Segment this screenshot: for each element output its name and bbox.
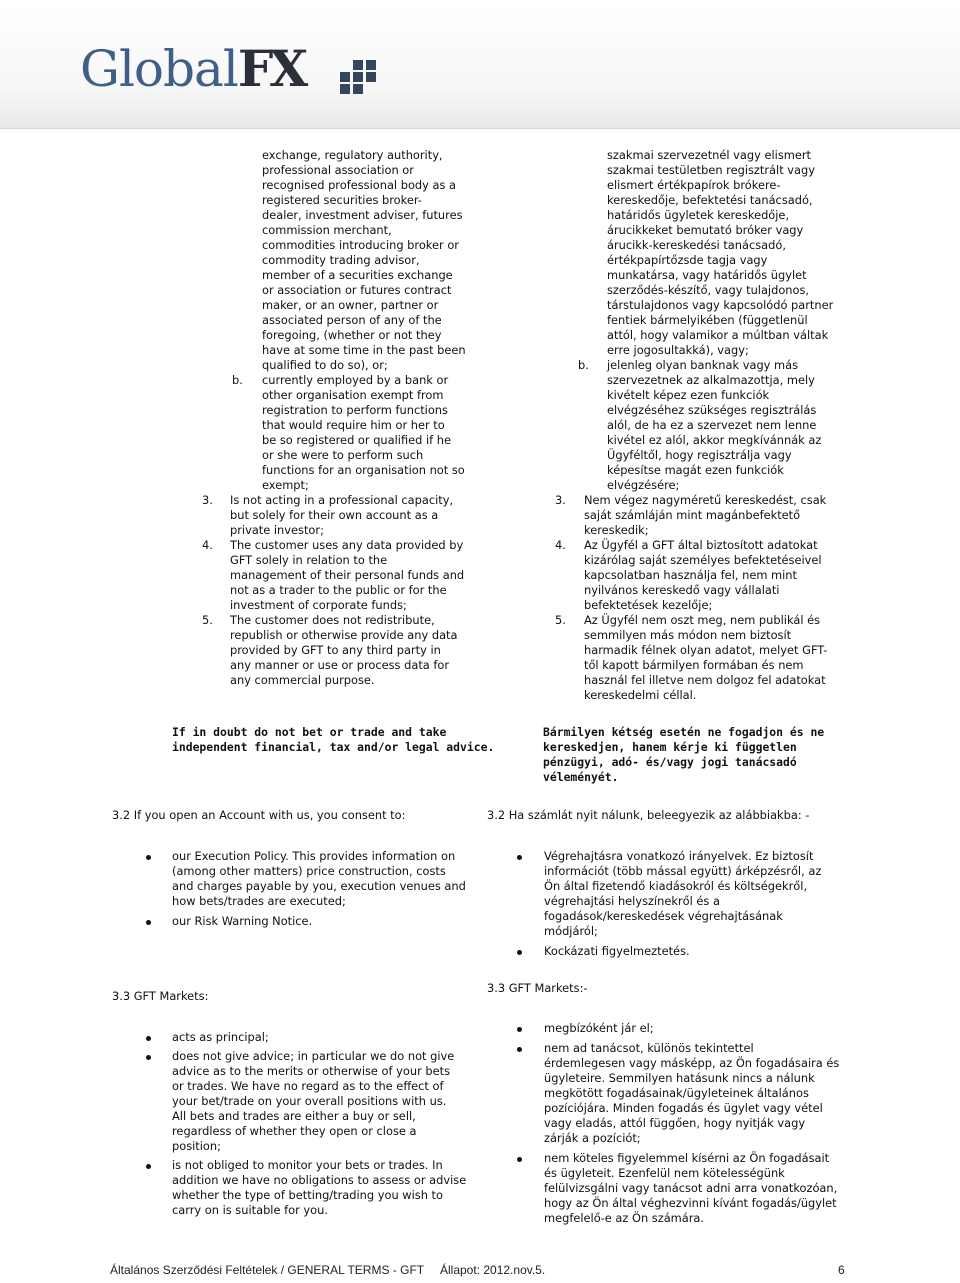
warning-en bbox=[172, 725, 512, 755]
bullet-icon bbox=[517, 950, 522, 955]
text-line: professional association or bbox=[262, 163, 414, 177]
text-line: does not give advice; in particular we do not give bbox=[172, 1049, 455, 1063]
text-line: alól, de ha ez a szervezet nem lenne bbox=[607, 418, 817, 432]
text-line: kereskedik; bbox=[584, 523, 649, 537]
text-line: árucikk-kereskedési tanácsadó, bbox=[607, 238, 786, 252]
list-number-3: 3. bbox=[555, 493, 566, 507]
text-line: independent financial, tax and/or legal advice. bbox=[172, 740, 495, 754]
text-line: or association or futures contract bbox=[262, 283, 452, 297]
bullet-icon bbox=[146, 1036, 151, 1041]
bullet-icon bbox=[517, 1027, 522, 1032]
text-line: not as a trader to the public or for the bbox=[230, 583, 447, 597]
en-bullet-no-advice bbox=[172, 1049, 482, 1154]
text-line: értékpapírtőzsde tagja vagy bbox=[607, 253, 768, 267]
hu-bullet-no-advice bbox=[544, 1041, 854, 1146]
text-line: módjáról; bbox=[544, 924, 598, 938]
text-line: nem köteles figyelemmel kísérni az Ön fogadásait bbox=[544, 1151, 830, 1165]
page-footer bbox=[110, 1263, 850, 1279]
text-line: be so registered or qualified if he bbox=[262, 433, 452, 447]
text-line: regardless of whether they open or close a bbox=[172, 1124, 417, 1138]
text-line: Az Ügyfél a GFT által biztosított adatokat bbox=[584, 538, 818, 552]
text-line: that would require him or her to bbox=[262, 418, 445, 432]
text-line: jelenleg olyan banknak vagy más bbox=[607, 358, 799, 372]
right-item-4 bbox=[584, 538, 884, 613]
section-heading-hu: 3.3 GFT Markets:- bbox=[487, 981, 588, 995]
text-line: végrehajtási helyszínekről és a bbox=[544, 894, 720, 908]
text-line: qualified to do so), or; bbox=[262, 358, 388, 372]
globalfx-logo bbox=[80, 40, 304, 100]
text-line: All bets and trades are either a buy or sell, bbox=[172, 1109, 416, 1123]
text-line: advice as to the merits or otherwise of your bets bbox=[172, 1064, 451, 1078]
text-line: have at some time in the past been bbox=[262, 343, 466, 357]
text-line: elvégzésére; bbox=[607, 478, 680, 492]
bullet-icon bbox=[517, 1157, 522, 1162]
footer-document-title: Általános Szerződési Feltételek / GENERAL TERMS - GFT bbox=[110, 1263, 425, 1277]
text-line: fentiek bármelyikében (függetlenül bbox=[607, 313, 808, 327]
text-line: functions for an organisation not so bbox=[262, 463, 465, 477]
text-line: megkötött fogadásainak/ügyleteinek általános bbox=[544, 1086, 809, 1100]
text-line: The customer does not redistribute, bbox=[230, 613, 435, 627]
bullet-icon bbox=[517, 855, 522, 860]
text-line: investment of corporate funds; bbox=[230, 598, 407, 612]
text-line: és ügyleteit. Ezenfelül nem kötelességünk bbox=[544, 1166, 785, 1180]
text-line: foregoing, (whether or not they bbox=[262, 328, 442, 342]
en-bullet-principal bbox=[172, 1030, 472, 1045]
text-line: commodity trading advisor, bbox=[262, 253, 420, 267]
text-line: Nem végez nagyméretű kereskedést, csak bbox=[584, 493, 827, 507]
text-line: recognised professional body as a bbox=[262, 178, 457, 192]
hu-bullet-principal bbox=[544, 1021, 844, 1036]
page-number: 6 bbox=[838, 1263, 845, 1277]
text-line: elismert értékpapírok brókere- bbox=[607, 178, 781, 192]
text-line: képesítse magát ezen funkciók bbox=[607, 463, 784, 477]
text-line: kivételt képez ezen funkciók bbox=[607, 388, 770, 402]
text-line: használ fel illetve nem dolgoz fel adatokat bbox=[584, 673, 826, 687]
text-line: Is not acting in a professional capacity, bbox=[230, 493, 454, 507]
text-line: szervezetnek az alkalmazottja, mely bbox=[607, 373, 815, 387]
right-item-5 bbox=[584, 613, 884, 703]
text-line: If in doubt do not bet or trade and take bbox=[172, 725, 447, 739]
text-line: acts as principal; bbox=[172, 1030, 269, 1044]
section-heading-hu: 3.2 Ha számlát nyit nálunk, beleegyezik az alábbiakba: - bbox=[487, 808, 810, 822]
section-heading-en: 3.2 If you open an Account with us, you consent to: bbox=[112, 808, 406, 822]
text-line: and charges payable by you, execution venues and bbox=[172, 879, 466, 893]
footer-status-date: Állapot: 2012.nov.5. bbox=[440, 1263, 546, 1277]
logo-squares-icon bbox=[340, 60, 380, 94]
bullet-icon bbox=[146, 920, 151, 925]
list-number-4: 4. bbox=[202, 538, 213, 552]
text-line: any manner or use or process data for bbox=[230, 658, 450, 672]
text-line: associated person of any of the bbox=[262, 313, 442, 327]
text-line: szakmai szervezetnél vagy elismert bbox=[607, 148, 812, 162]
list-marker-b: b. bbox=[232, 373, 243, 387]
text-line: is not obliged to monitor your bets or trades. In bbox=[172, 1158, 443, 1172]
text-line: registration to perform functions bbox=[262, 403, 448, 417]
text-line: nem ad tanácsot, különös tekintettel bbox=[544, 1041, 754, 1055]
text-line: fogadások/kereskedések végrehajtásának bbox=[544, 909, 783, 923]
hu-bullet-no-monitoring bbox=[544, 1151, 854, 1226]
text-line: harmadik félnek olyan adatot, melyet GFT- bbox=[584, 643, 828, 657]
text-line: republish or otherwise provide any data bbox=[230, 628, 458, 642]
text-line: kereskedelmi céllal. bbox=[584, 688, 697, 702]
text-line: but solely for their own account as a bbox=[230, 508, 439, 522]
text-line: zárják a pozíciót; bbox=[544, 1131, 641, 1145]
text-line: nyilvános kereskedő vagy vállalati bbox=[584, 583, 780, 597]
left-item-3 bbox=[230, 493, 520, 538]
text-line: position; bbox=[172, 1139, 221, 1153]
text-line: Ügyféltől, hogy regisztrálja vagy bbox=[607, 448, 792, 462]
text-line: your bet/trade on your overall positions with us. bbox=[172, 1094, 447, 1108]
en-bullet-no-monitoring bbox=[172, 1158, 482, 1218]
list-number-5: 5. bbox=[202, 613, 213, 627]
header-band bbox=[0, 0, 960, 129]
text-line: semmilyen más módon nem biztosít bbox=[584, 628, 792, 642]
text-line: commission merchant, bbox=[262, 223, 392, 237]
right-continuation-paragraph bbox=[607, 148, 877, 358]
left-item-4 bbox=[230, 538, 520, 613]
text-line: vagy eladás, attól függően, hogy nyitják vagy bbox=[544, 1116, 806, 1130]
en-bullet-execution-policy bbox=[172, 849, 482, 909]
text-line: member of a securities exchange bbox=[262, 268, 453, 282]
text-line: árucikkeket bemutató bróker vagy bbox=[607, 223, 804, 237]
text-line: határidős ügyletek kereskedője, bbox=[607, 208, 790, 222]
text-line: or she were to perform such bbox=[262, 448, 424, 462]
text-line: Kockázati figyelmeztetés. bbox=[544, 944, 690, 958]
text-line: től kapott bármilyen formában és nem bbox=[584, 658, 804, 672]
text-line: management of their personal funds and bbox=[230, 568, 465, 582]
bullet-icon bbox=[146, 855, 151, 860]
left-item-5 bbox=[230, 613, 520, 688]
text-line: any commercial purpose. bbox=[230, 673, 375, 687]
list-number-5: 5. bbox=[555, 613, 566, 627]
text-line: Az Ügyfél nem oszt meg, nem publikál és bbox=[584, 613, 821, 627]
text-line: Bármilyen kétség esetén ne fogadjon és ne bbox=[543, 725, 825, 739]
text-line: GFT solely in relation to the bbox=[230, 553, 388, 567]
text-line: munkatársa, vagy határidős ügylet bbox=[607, 268, 807, 282]
text-line: attól, hogy valamikor a múltban váltak bbox=[607, 328, 829, 342]
text-line: dealer, investment adviser, futures bbox=[262, 208, 463, 222]
section-heading-en: 3.3 GFT Markets: bbox=[112, 989, 209, 1003]
warning-hu bbox=[543, 725, 873, 785]
text-line: társtulajdonos vagy kapcsolódó partner bbox=[607, 298, 834, 312]
text-line: véleményét. bbox=[543, 770, 619, 784]
text-line: commodities introducing broker or bbox=[262, 238, 459, 252]
text-line: kapcsolatban használja fel, nem mint bbox=[584, 568, 797, 582]
text-line: Ön által fizetendő kiadásokról és költségekről, bbox=[544, 879, 808, 893]
en-bullet-risk-warning bbox=[172, 914, 482, 929]
text-line: saját számláján mint magánbefektető bbox=[584, 508, 801, 522]
right-item-3 bbox=[584, 493, 884, 538]
text-line: registered securities broker- bbox=[262, 193, 422, 207]
hu-bullet-execution-policy bbox=[544, 849, 844, 939]
text-line: other organisation exempt from bbox=[262, 388, 444, 402]
text-line: szakmai testületben regisztrált vagy bbox=[607, 163, 815, 177]
text-line: pozíciójára. Minden fogadás és ügylet vagy vétel bbox=[544, 1101, 823, 1115]
text-line: befektetések kezelője; bbox=[584, 598, 713, 612]
text-line: our Execution Policy. This provides information on bbox=[172, 849, 456, 863]
list-number-4: 4. bbox=[555, 538, 566, 552]
bullet-icon bbox=[146, 1164, 151, 1169]
text-line: megbízóként jár el; bbox=[544, 1021, 654, 1035]
text-line: pénzügyi, adó- és/vagy jogi tanácsadó bbox=[543, 755, 797, 769]
text-line: szerződés-készítő, vagy tulajdonos, bbox=[607, 283, 810, 297]
bullet-icon bbox=[146, 1055, 151, 1060]
text-line: (among other matters) price construction, costs bbox=[172, 864, 446, 878]
text-line: kereskedjen, hanem kérje ki független bbox=[543, 740, 797, 754]
text-line: maker, or an owner, partner or bbox=[262, 298, 439, 312]
list-number-3: 3. bbox=[202, 493, 213, 507]
text-line: felülvizsgálni vagy tanácsot adni arra vonatkozóan, bbox=[544, 1181, 838, 1195]
text-line: információt (több mással együtt) árképzésről, az bbox=[544, 864, 822, 878]
text-line: currently employed by a bank or bbox=[262, 373, 449, 387]
text-line: exchange, regulatory authority, bbox=[262, 148, 443, 162]
text-line: érdemlegesen vagy másképp, az Ön fogadásaira és bbox=[544, 1056, 840, 1070]
text-line: kereskedője, befektetési tanácsadó, bbox=[607, 193, 813, 207]
left-item-b bbox=[262, 373, 512, 493]
text-line: how bets/trades are executed; bbox=[172, 894, 346, 908]
left-continuation-paragraph bbox=[262, 148, 512, 373]
text-line: our Risk Warning Notice. bbox=[172, 914, 313, 928]
text-line: kivétel ez alól, akkor megkívánnák az bbox=[607, 433, 822, 447]
text-line: provided by GFT to any third party in bbox=[230, 643, 441, 657]
text-line: ügyleteire. Semmilyen hatásunk nincs a nálunk bbox=[544, 1071, 815, 1085]
text-line: megfelelő-e az Ön számára. bbox=[544, 1211, 705, 1225]
text-line: hogy az Ön által véghezvinni kívánt fogadás/ügylet bbox=[544, 1196, 837, 1210]
right-item-b bbox=[607, 358, 877, 493]
text-line: whether the type of betting/trading you wish to bbox=[172, 1188, 443, 1202]
text-line: private investor; bbox=[230, 523, 324, 537]
text-line: erre jogosultakká), vagy; bbox=[607, 343, 749, 357]
text-line: or trades. We have no regard as to the effect of bbox=[172, 1079, 444, 1093]
text-line: kizárólag saját személyes befektetéseivel bbox=[584, 553, 822, 567]
logo-fx-text: FX bbox=[237, 39, 305, 98]
text-line: exempt; bbox=[262, 478, 309, 492]
text-line: The customer uses any data provided by bbox=[230, 538, 464, 552]
text-line: Végrehajtásra vonatkozó irányelvek. Ez biztosít bbox=[544, 849, 814, 863]
bullet-icon bbox=[517, 1047, 522, 1052]
logo-global-text: Global bbox=[80, 40, 238, 98]
text-line: addition we have no obligations to assess or advise bbox=[172, 1173, 467, 1187]
hu-bullet-risk-warning bbox=[544, 944, 844, 959]
text-line: carry on is suitable for you. bbox=[172, 1203, 328, 1217]
list-marker-b: b. bbox=[578, 358, 589, 372]
text-line: elvégzéséhez szükséges regisztrálás bbox=[607, 403, 817, 417]
